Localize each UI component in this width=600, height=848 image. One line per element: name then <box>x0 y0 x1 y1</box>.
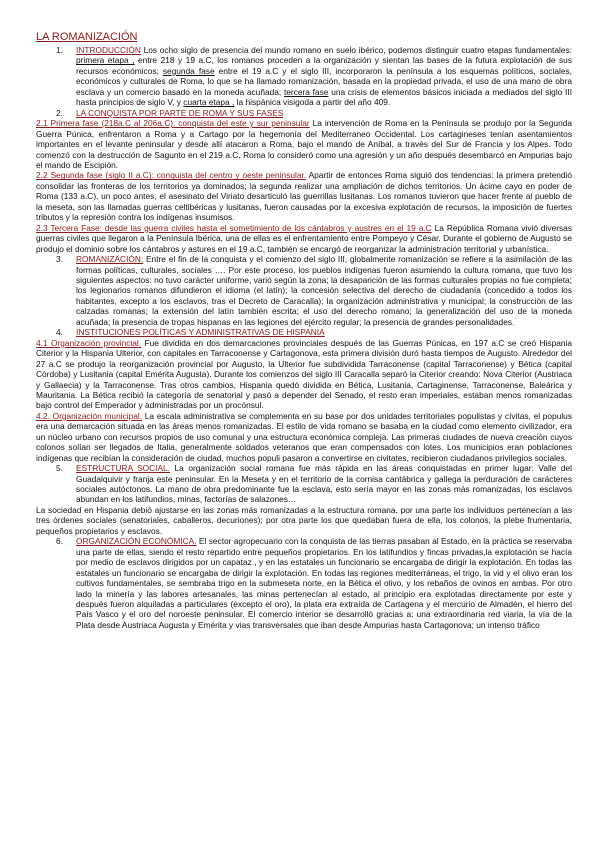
section-heading: INSTITUCIONES POLÍTICAS Y ADMINISTRATIVAS DE HISPANIA <box>76 327 325 338</box>
term-tercera-fase: tercera fase <box>283 86 329 97</box>
subsection-heading: 2.3 Tercera Fase: desde las guerra civiles hasta el sometimiento de los cántabros y austres en el 19 a.C <box>36 222 432 233</box>
section-number: 4. <box>56 327 63 338</box>
subsection-2-2 <box>36 170 572 222</box>
term-cuarta-etapa: cuarta etapa , <box>183 97 235 108</box>
subsection-4-2 <box>36 411 572 463</box>
subsection-4-1 <box>36 338 572 411</box>
subsection-2-3 <box>36 223 572 254</box>
section-estructura-social <box>36 463 572 505</box>
section-text: La organización social romana fue más rápida en las áreas conquistadas en primer lugar: Valle del Guadalquivir y franja este peninsular. En la Meseta y en el territorio de la cornisa cantábrica y gallega la perduración de carácteres sociales autóctonos. La mano de obra predominante fue la esclava, esto sería mayor en las zonas más romanizadas, los esclavos abundan en los latifundios, minas, factorías de salazones… <box>76 463 572 505</box>
subsection-2-1 <box>36 118 572 170</box>
section-conquista <box>36 108 572 118</box>
term-segunda-fase: segunda fase <box>162 65 215 76</box>
section-text: El sector agropecuario con la conquista de las tierras pasaban al Estado, en la práctica se reservaba una parte de ellas, siendo el resto repartido entre pequeños propietarios. En los latifundios y fincas privadas,la explotación se hacía por medio de esclavos dirigidos por un capataz , y en las estatales un funcionario se encargaba de dirigir la explotación. En todas las estatales un funcionario se encargaba de dirigir la explotación. En todas las regiones mediterráneas, el trigo, la vid y el olivo eran los cultivos fundamentales, se sembraba trigo en la submeseta norte, en la Bética el olivo, y los rebaños de ovinos en ambas. Por otro lado la minería y las labores artesanales, las minas pertenecían al estado, al principio era explotadas directamente por este y después fueron alquiladas a particulares (excepto el oro), la plata era extraída de Cartagena y el mercurio de Almadén, el hierro del País Vasco y el oro del noroeste peninsular. El comercio interior se desarrolló gracias a: una extraordinaria red viaria, la vía de la Plata desde Austriaca Augusta y Emérita y vias transversales que iban desde Ampurias hasta Cartagonova; un intenso tráfico <box>76 536 572 630</box>
section-heading: ORGANIZACIÓN ECONÓMICA. <box>76 536 197 547</box>
subsection-text: Fue dividida en dos demarcaciones provinciales después de las Guerras Púnicas, en 197 a.C se creó Hispania Citerior y la Hispania Ulterior, con capitales en Tarraconense y Cartagonova, esta primera división duró hasta tiempos de Augusto. Alrededor del 27 a.C se produjo la reorganización provincial por Augusto, la Ulterior fue subdividida Tarraconense (capital Tarraconense) y Bética (capital Córdoba) y Lusitania (capital Emérita Augusta). Durante los comienzos del siglo III Caracalla separó la Citerior creando: Nova Citerior (Austriaca y Gallaecia) y la Tarraconense. Tras otros cambios, Hispania quedó dividida en Bética, Lusitania, Cartaginense, Tarraconense, Baleárica y Mauritania. La Bética recibió la categoría de senatorial y pasó a depender del Senado, el resto eran imperiales, estaban menos romanizadas bajo control del Emperador y administradas por un procónsul. <box>36 337 572 411</box>
paragraph-sociedad <box>36 505 572 536</box>
subsection-heading: 4.1 Organización provincial. <box>36 337 142 348</box>
section-number: 1. <box>56 45 63 55</box>
section-number: 5. <box>56 463 63 474</box>
section-heading: INTRODUCCIÓN <box>76 45 141 55</box>
section-heading: LA CONQUISTA POR PARTE DE ROMA Y SUS FASES <box>76 107 284 118</box>
subsection-heading: 2.1 Primera fase (218a.C al 206a.C): conquista del este y sur peninsular <box>36 118 310 129</box>
section-instituciones <box>36 327 572 337</box>
subsection-text: La escala administrativa se complementa en su base por dos unidades territoriales populistas y cívitas, el populus era una demarcación situada en las áreas menos romanizadas. El estilo de vida romano se basaba en la ciudad como elemento civilizador, era un núcleo urbano con recursos propios de uso comunal y una estructura económica compleja. Las primeras ciudades de nueva creación cuyos colonos solían ser llegados de Italia, generalmente soldados veteranos que eran compensados con lotes. Los municipios eran poblaciones indígenas que recibían la consideración de ciudad, muchos populi pasaron a convertirse en civitates, recibieron ciudadanos privilegios sociales. <box>36 410 572 463</box>
subsection-text: La intervención de Roma en la Península se produjo por la Segunda Guerra Púnica, enfrentaron a Roma y a Cartago por la hegemonía del Mediterraneo Occidental. Los cartagineses tenían asentamientos importantes en el levante peninsular y desde allí atacaron a Roma, bajo el mando de Aníbal, a través del Sur de Francia y los Alpes. Todo comenzó con la destrucción de Sagunto en el 219 a.C, Roma lo consideró como una agresión y un año después desembarcó en Ampurias bajo el mando de Escipión. <box>36 118 572 170</box>
term-primera-etapa: primera etapa , <box>76 55 135 66</box>
section-heading: ESTRUCTURA SOCIAL. <box>76 463 171 474</box>
paragraph-text: La sociedad en Hispania debió ajustarse en las zonas más romanizadas a la estructura romana, por una parte los individuos pertenecían a las tres órdenes sociales (senatoriales, caballeros, decuriones); por otra parte los que quedaban fuera de ella, los colonos, la plebe frumentaria, pequeños propietarios y esclavos. <box>36 504 572 536</box>
section-text: Entre el fin de la conquista y el comienzo del siglo III, globalmente romanización se refiere a la asimilación de las formas políticas, culturales, sociales …. Por este proceso, los pueblos indígenas fueron asumiendo la cultura romana, que tuvo los siguientes aspectos: no tuvo carácter uniforme, varió según la zona; la desaparición de las formas culturales propias no fue completa; los legionarios romanos difundieron el idioma (el latín); la concesión selectiva del derecho de ciudadanía (concedido a todos los habitantes, excepto a los esclavos, tras el Decreto de Caracalla); la organización administrativa y municipal; la construcción de las calzadas romanas; la extensión del latín también escrita; el uso del derecho romano; la generalización del uso de la moneda acuñada; la presencia de tropas hispanas en las legiones del ejército regular; la presencia de grandes personalidades. <box>76 254 572 327</box>
subsection-text: Apartir de entonces Roma siguió dos tendencias: la primera pretendió consolidar las fronteras de los territorios ya dominados; la segunda realizar una ampliación de dichos territorios. Un ácime cayo en poder de Roma (133 a.C), un poco antes, el asesinato del Viriato desarticuló las guerrillas lusitanas. Los romanos tuvieron que hacer frente al pueblo de la meseta, son las llamadas guerras celtibéricas y lusitanas, fueron causadas por la excesiva explotación de recursos, la imposición de fuertes tributos y la represión contra los indígenas insumisos. <box>36 170 572 223</box>
section-number: 2. <box>56 107 63 118</box>
section-text: entre 218 y 19 a.C, los romanos proceden a la organización y sientan las bases de la futura explotación de sus recursos económicos; <box>76 55 572 76</box>
section-text: Los ocho siglo de presencia del mundo romano en suelo ibérico, podemos distinguir cuatro etapas fundamentales: <box>140 45 572 55</box>
section-text: entre el 19 a.C y el siglo III, incorporaron la península a los esquemas políticos, sociales, económicos y culturales de Roma, lo que se ha llamado romanización, basada en la propiedad privada, el uso de una mano de obra esclava y un comercio basado en la moneda acuñada; <box>76 65 572 97</box>
subsection-heading: 4.2. Organización municipal. <box>36 410 143 421</box>
document-title: LA ROMANIZACIÓN <box>36 31 138 43</box>
section-organizacion-economica <box>36 536 572 630</box>
section-number: 3. <box>56 254 63 265</box>
section-text: una crisis de elementos básicos iniciada a mediados del siglo III hasta principios de siglo V, y <box>76 86 573 108</box>
subsection-heading: 2.2 Segunda fase (siglo II a.C): conquista del centro y oeste peninsular. <box>36 170 307 181</box>
section-introduccion <box>36 45 572 108</box>
subsection-text: La República Romana vivió diversas guerras civiles que llegaron a la Península Ibérica, una de ellas es el enfrentamiento entre Pompeyo y César. Durante el gobierno de Augusto se produjo el dominio sobre los cántabros y astures en el 19 a.C, también se encargó de reorganizar la administración territorial y urbanística. <box>36 222 572 254</box>
section-number: 6. <box>56 536 63 547</box>
section-romanizacion <box>36 254 572 327</box>
section-text: la hispánica visigoda a partir del año 409. <box>234 97 391 108</box>
section-heading: ROMANIZACIÓN: <box>76 254 144 265</box>
